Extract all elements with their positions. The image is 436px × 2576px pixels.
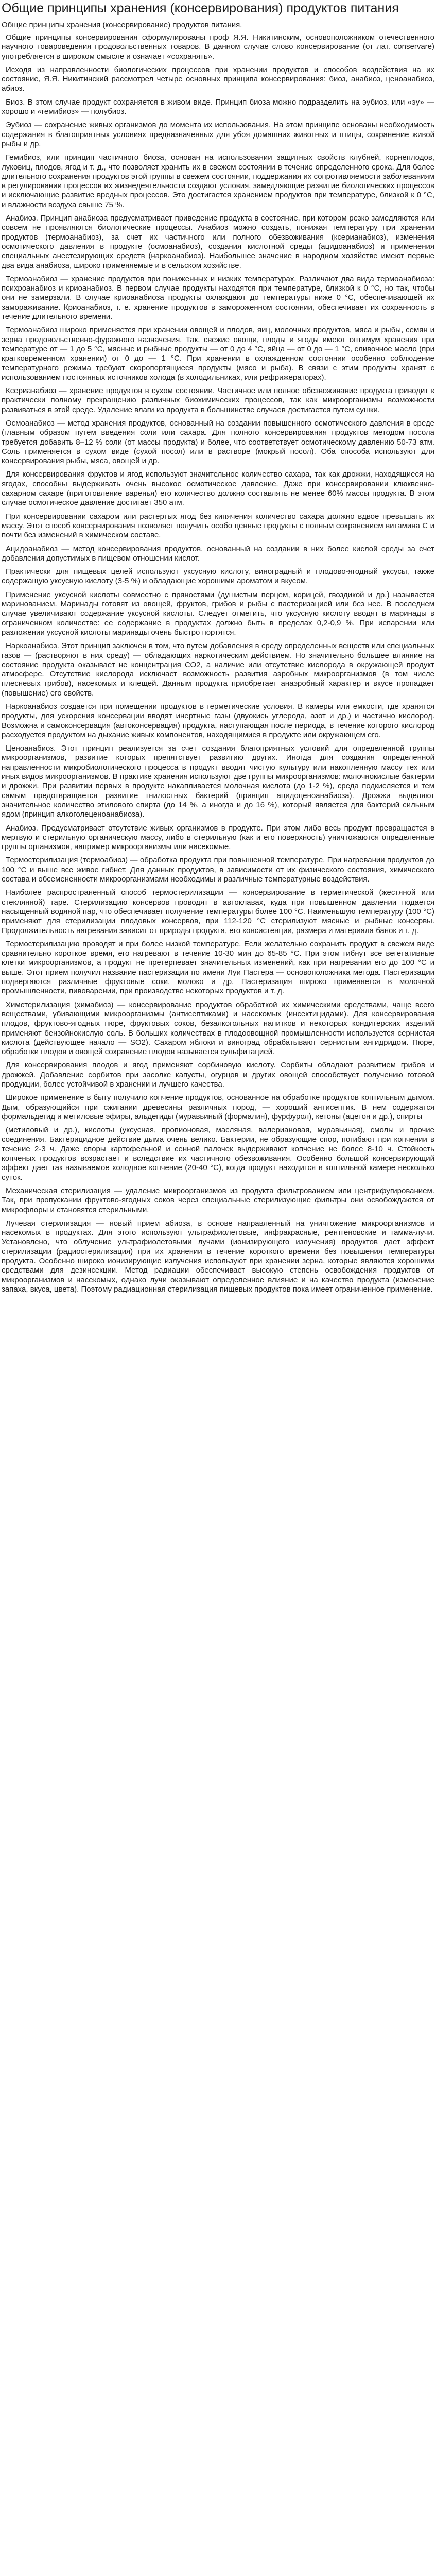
- paragraph: Термостерилизацию проводят и при более низкой температуре. Если желательно сохранить продукт в свежем виде сравнительно короткое время, его нагревают в течение 10-30 мин до 65-85 °С. При этом гибнут все вегетативные клетки микроорганизмов, а продукт не претерпевает значительных изменений, как при нагревании его до 100 °С и выше. Этот прием получил название пастеризации по имени Луи Пастера — основоположника метода. Пастеризации подвергаются различные фруктовые соки, молоко и др. Пастеризация широко применяется в молочной промышленности, пивоварении, при производстве некоторых продуктов и т. д.: [2, 939, 434, 996]
- paragraph: Общие принципы консервирования сформулированы проф Я.Я. Никитинским, основоположником отечественного научного товароведения продовольственных товаров. В данном случае слово консервирование (от лат. conservare) употребляется в широком смысле и означает «сохранять».: [2, 33, 434, 61]
- paragraph: Ацидоанабиоз — метод консервирования продуктов, основанный на создании в них более кислой среды за счет добавления допустимых в пищевом отношении кислот.: [2, 544, 434, 563]
- paragraph: Для консервирования фруктов и ягод используют значительное количество сахара, так как дрожжи, находящиеся на ягодах, способны выдерживать очень высокое осмотическое давление. Даже при консервировании клюквенно-сахарном сахаре (приготовление варенья) его количество должно составлять не менее 60% массы продукта. В этом случае осмотическое давление достигает 350 атм.: [2, 470, 434, 507]
- article-subtitle: Общие принципы хранения (консервирование) продуктов питания.: [2, 21, 242, 29]
- paragraph: Анабиоз. Предусматривает отсутствие живых организмов в продукте. При этом либо весь продукт превращается в мертвую и стерильную органическую массу, либо в стерильную (как и его поверхность) уничтожаются определенные группы организмов, например микроорганизмы или насекомые.: [2, 823, 434, 852]
- paragraph: Термоанабиоз — хранение продуктов при пониженных и низких температурах. Различают два вида термоанабиоза: психроанабиоз и криоанабиоз. В первом случае продукты находятся при температуре, близкой к 0 °С, но так, чтобы они не замерзали. В случае криоанабиоза продукты охлаждают до температуры ниже 0 °С, обеспечивающей их замораживание. Криоанабиоз, т. е. хранение продуктов в замороженном состоянии, обеспечивает их сохранность в течение длительного времени.: [2, 274, 434, 321]
- paragraph: Наркоанабиоз. Этот принцип заключен в том, что путем добавления в среду определенных веществ или специальных газов — (растворяют в них среду) — обладающих наркотическим действием. Но значительно большее влияние на состояние продукта оказывает не концентрация СО2, а наличие или отсутствие кислорода в окружающей продукт атмосфере. Отсутствие кислорода исключает возможность развития аэробных микроорганизмов (в том числе плесневых грибов), насекомых и клещей. Данным продукта приобретает анаэробный характер и вкусе пропадает (повышение) его свойств.: [2, 641, 434, 698]
- paragraph: Наиболее распространенный способ термостерилизации — консервирование в герметической (жестяной или стеклянной) таре. Стерилизацию консервов проводят в автоклавах, куда при повышенном давлении подается насыщенный водяной пар, что обеспечивает получение температуры более 100 °С. Наименьшую температуру (100 °С) применяют для стерилизации плодовых консервов, при 112-120 °С стерилизуют мясные и рыбные консервы. Продолжительность нагревания зависит от природы продукта, его консистенции, размера и материала банок и т. д.: [2, 888, 434, 935]
- paragraph: Гемибиоз, или принцип частичного биоза, основан на использовании защитных свойств клубней, корнеплодов, луковиц, плодов, ягод и т. д., что позволяет хранить их в свежем состоянии в течение определенного срока. Для более длительного сохранения продуктов этой группы в свежем состоянии, поддержания их сопротивляемости заболеваниям в регулировании процессов их жизнедеятельности создают условия, замедляющие развитие биологических процессов и исключающие развитие вредных процессов. Это достигается хранением продуктов при температуре, близкой к 0 °С, и влажности воздуха свыше 75 %.: [2, 153, 434, 209]
- page-title: Общие принципы хранения (консервирования) продуктов питания: [2, 1, 399, 15]
- paragraph: Осмоанабиоз — метод хранения продуктов, основанный на создании повышенного осмотического давления в среде (главным образом путем введения соли или сахара. Для полного консервирования продуктов методом посола требуется добавить 8–12 % соли (от массы продукта) и более, что соответствует осмотическому давлению 50-73 атм. Соль применяется в сухом виде (сухой посол) или в растворе (мокрый посол). Оба способа используют для консервирования рыбы, мяса, овощей и др.: [2, 418, 434, 466]
- paragraph: Наркоанабиоз создается при помещении продуктов в герметические условия. В камеры или емкости, где хранятся продукты, для ускорения консервации вводят инертные газы (двуокись углерода, азот и др.) и частично кислород. Возможна и самоконсервация (автоконсервация) продукта, наступающая после периода, в течение которого кислород расходуется продуктом на дыхание живых компонентов, находящимися в продукте или окружающем его.: [2, 702, 434, 739]
- paragraph: При консервировании сахаром или растертых ягод без кипячения количество сахара должно вдвое превышать их массу. Этот способ консервирования позволяет получить особо ценные продукты с полным сохранением витамина С и почти без изменений в химическом составе.: [2, 512, 434, 540]
- paragraph: Лучевая стерилизация — новый прием абиоза, в основе направленный на уничтожение микроорганизмов и насекомых в продуктах. Для этого используют ультрафиолетовые, инфракрасные, рентгеновские и гамма-лучи. Установлено, что облучение ультрафиолетовыми лучами (ионизирующего излучения) продуктов дает эффект стерилизации (радиостерилизация) при их хранении в течение короткого времени без повышения температуры продукта. Особенно широко ионизирующие излучения используют при хранении зерна, которые являются хорошими средствами для дезинсекции. Метод радиации обеспечивает высокую степень освобождения продуктов от микроорганизмов и насекомых, однако лучи оказывают определенное влияние и на качество продукта (изменение запаха, вкуса, цвета). Поэтому радиационная стерилизация пищевых продуктов пока имеет ограниченное применение.: [2, 1218, 434, 1294]
- paragraph: Биоз. В этом случае продукт сохраняется в живом виде. Принцип биоза можно подразделить на эубиоз, или «эу» — хорошо и «гемибиоз» — полубиоз.: [2, 97, 434, 116]
- paragraph: (метиловый и др.), кислоты (уксусная, пропионовая, масляная, валериановая, муравьиная), смолы и прочие соединения. Бактерицидное действие дыма очень велико. Бактерии, не образующие спор, погибают при копчении в течение 2-3 ч. Даже споры картофельной и сенной палочек выдерживают копчение не более 8-10 ч. Стойкость копченых продуктов возрастает и вследствие их частичного обезвоживания. Особенно большой консервирующий эффект дает так называемое холодное копчение (20-40 °С), когда продукт находится в коптильной камере несколько суток.: [2, 1126, 434, 1182]
- paragraph: Ксерианабиоз — хранение продуктов в сухом состоянии. Частичное или полное обезвоживание продукта приводит к практически полному прекращению различных биохимических процессов, так как микроорганизмы возможности развиваться в этой среде. Удаление влаги из продукта в большинстве случаев достигается путем сушки.: [2, 386, 434, 414]
- paragraph: Химстерилизация (химабиоз) — консервирование продуктов обработкой их химическими средствами, чаще всего веществами, убивающими микроорганизмы (антисептиками) и насекомых (инсектицидами). Для консервирования плодов, фруктово-ягодных пюре, фруктовых соков, безалкогольных напитков и некоторых кондитерских изделий применяют бензойнокислую соль. В больших количествах в плодоовощной промышленности используется сернистая кислота (действующее начало — SO2). Сахаром яблоки и виноград обрабатывают сернистым ангидридом. Пюре, обработки плодов и овощей сохранение плодов называется сульфитацией.: [2, 1000, 434, 1057]
- paragraph: Механическая стерилизация — удаление микроорганизмов из продукта фильтрованием или центрифугированием. Так, при пропускании фруктово-ягодных соков через специальные стерилизующие фильтры они освобождаются от микрофлоры и становятся стерильными.: [2, 1186, 434, 1214]
- article-body: [2, 33, 434, 1294]
- paragraph: Эубиоз — сохранение живых организмов до момента их использования. На этом принципе основаны необходимость содержания в благоприятных условиях предназначенных для убоя домашних животных и птицы, сохранение живой рыбы и др.: [2, 121, 434, 148]
- paragraph: Практически для пищевых целей используют уксусную кислоту, виноградный и плодово-ягодный уксусы, также содержащую уксусную кислоту (3-5 %) и обладающие хорошими ароматом и вкусом.: [2, 567, 434, 586]
- paragraph: Для консервирования плодов и ягод применяют сорбиновую кислоту. Сорбиты обладают развитием грибов и дрожжей. Добавление сорбитов при засолке капусты, огурцов и других овощей способствует получению готовой продукции, более устойчивой в хранении и лучшего качества.: [2, 1061, 434, 1089]
- paragraph: Применение уксусной кислоты совместно с пряностями (душистым перцем, корицей, гвоздикой и др.) называется маринованием. Маринады готовят из овощей, фруктов, грибов и рыбы с пастеризацией или без нее. В последнем случае увеличивают содержание уксусной кислоты. Следует отметить, что уксусную кислоту вводят в маринады в ограниченном количестве: ее содержание в продуктах должно быть в пределах 0,2-0,9 %. При испарении или разложении уксусной кислоты маринады очень быстро портятся.: [2, 590, 434, 637]
- paragraph: Термостерилизация (термоабиоз) — обработка продукта при повышенной температуре. При нагревании продуктов до 100 °С и выше все живое гибнет. Для данных продуктов, в зависимости от их физического состояния, химического состава и обсемененности микроорганизмами необходимы и различные температурные воздействия.: [2, 856, 434, 884]
- paragraph: Термоанабиоз широко применяется при хранении овощей и плодов, яиц, молочных продуктов, мяса и рыбы, семян и зерна продовольственно-фуражного назначения. Так, свежие овощи, плоды и ягоды имеют оптимум хранения при температуре от — 1 до 5 °С, мясные и рыбные продукты — от 0 до 4 °С, яйца — от 0 до — 1 °С, сливочное масло (при кратковременном хранении) от 0 до — 1 °С. При хранении в охлажденном состоянии особенно соблюдение температурного режима требуют скоропортящиеся продукты (мясо и рыба). В связи с этим продукты хранят с использованием постоянных источников холода (в холодильниках, или рефрижераторах).: [2, 326, 434, 382]
- paragraph: Исходя из направленности биологических процессов при хранении продуктов и способов воздействия на их состояние, Я.Я. Никитинский рассмотрел четыре основных принципа консервирования: биоз, анабиоз, ценоанабиоз, абиоз.: [2, 65, 434, 93]
- paragraph: Анабиоз. Принцип анабиоза предусматривает приведение продукта в состояние, при котором резко замедляются или совсем не проявляются биологические процессы. Анабиоз можно создать, понижая температуру при хранении продуктов (термоанабиоз), за счет их частичного или полного обезвоживания (ксерианабиоз), изменения осмотического давления в продукте (осмоанабиоз), создания кислотной среды (ацидоанабиоз) и применения специальных анестезирующих средств (наркоанабиоз). Наибольшее значение в народном хозяйстве имеют первые два вида анабиоза, широко применяемые и в сельском хозяйстве.: [2, 214, 434, 270]
- paragraph: Широкое применение в быту получило копчение продуктов, основанное на обработке продуктов коптильным дымом. Дым, образующийся при сжигании древесины различных пород, — хороший антисептик. В нем содержатся формальдегид и метиловые эфиры, альдегиды (муравьиный (формалин), фурфурол), кетоны (ацетон и др.), спирты: [2, 1093, 434, 1121]
- paragraph: Ценоанабиоз. Этот принцип реализуется за счет создания благоприятных условий для определенной группы микроорганизмов, развитие которых препятствует развитию других. Иногда для создания определенной направленности микробиологического процесса в продукт вводят чистую культуру или накопленную массу тех или иных видов микроорганизмов. В практике хранения используют две группы микроорганизмов: молочнокислые бактерии и дрожжи. При развитии первых в продукте накапливается молочная кислота (до 1-2 %), среда подкисляется и тем самым предотвращается развитие гнилостных бактерий (принцип ацидоценоанабиоза). Дрожжи выделяют значительное количество этилового спирта (до 14 %, а иногда и до 16 %), который является для бактерий сильным ядом (принцип алкоголеценоанабиоза).: [2, 744, 434, 819]
